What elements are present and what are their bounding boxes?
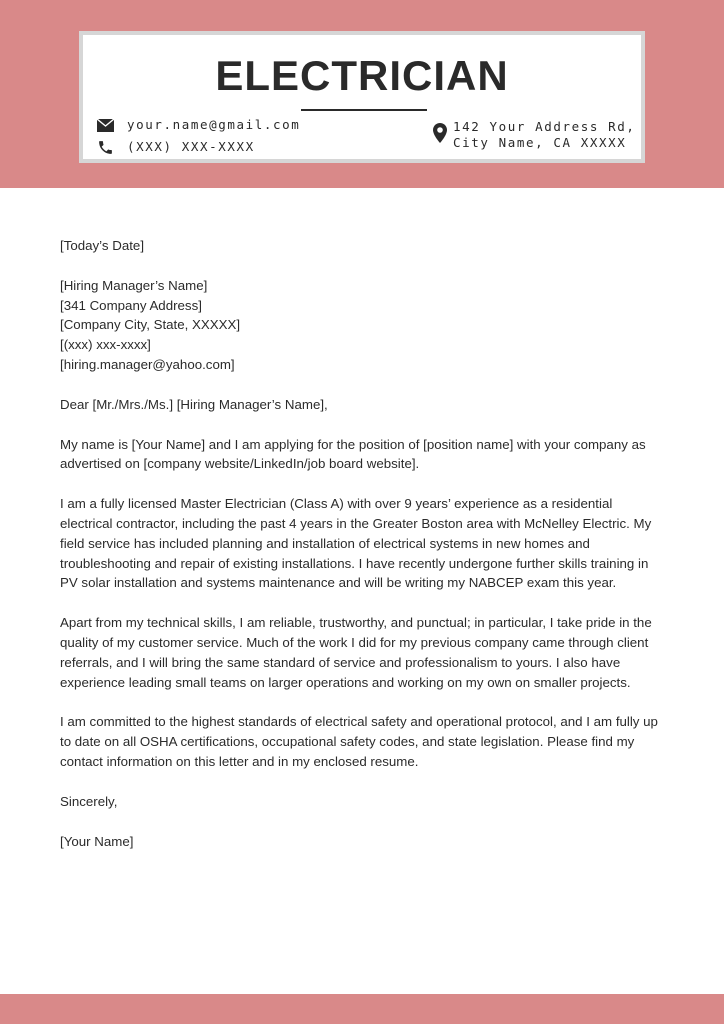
phone-text: (XXX) XXX-XXXX [127,139,255,154]
title-divider [301,109,427,111]
address-line-2: City Name, CA XXXXX [453,135,627,150]
phone-icon [97,139,114,156]
recipient-block [60,276,668,375]
footer-band [0,994,724,1024]
envelope-icon [97,119,114,132]
paragraph-skills: Apart from my technical skills, I am reliable, trustworthy, and punctual; in particular, I take pride in the quality of my customer service. Much of the work I did for my previous company came through client referrals, and I will bring the same standard of service and professionalism to yours. I also have experience leading small teams on larger operations and working on my own on smaller projects. [60,615,652,690]
letter-date: [Today’s Date] [60,238,145,253]
header-box [79,31,645,163]
recipient-city: [Company City, State, XXXXX] [60,317,241,333]
paragraph-commitment: I am committed to the highest standards of electrical safety and operational protocol, and I am fully up to date on all OSHA certifications, occupational safety codes, and state legislation. Please find my contact information on this letter and in my enclosed resume. [60,714,658,769]
page-title: ELECTRICIAN [215,52,509,99]
paragraph-experience: I am a fully licensed Master Electrician (Class A) with over 9 years’ experience as a residential electrical contractor, including the past 4 years in the Greater Boston area with McNelley Electric. My field service has included planning and installation of electrical systems in new homes and troubleshooting and repair of existing installations. I have recently undergone further skills training in PV solar installation and systems maintenance and will be writing my NABCEP exam this year. [60,496,652,591]
paragraph-intro: My name is [Your Name] and I am applying for the position of [position name] with your company as advertised on [company website/LinkedIn/job board website]. [60,436,646,472]
signature: [Your Name] [60,833,134,849]
recipient-phone: [(xxx) xxx-xxxx] [60,337,151,353]
address-line-1: 142 Your Address Rd, [453,119,636,134]
map-pin-icon [433,123,447,143]
closing: Sincerely, [60,793,118,809]
letter-body [60,236,668,871]
email-text: your.name@gmail.com [127,117,301,132]
recipient-email: [hiring.manager@yahoo.com] [60,356,235,372]
salutation: Dear [Mr./Mrs./Ms.] [Hiring Manager’s Name], [60,396,328,412]
recipient-name: [Hiring Manager’s Name] [60,277,208,293]
recipient-address: [341 Company Address] [60,297,202,313]
